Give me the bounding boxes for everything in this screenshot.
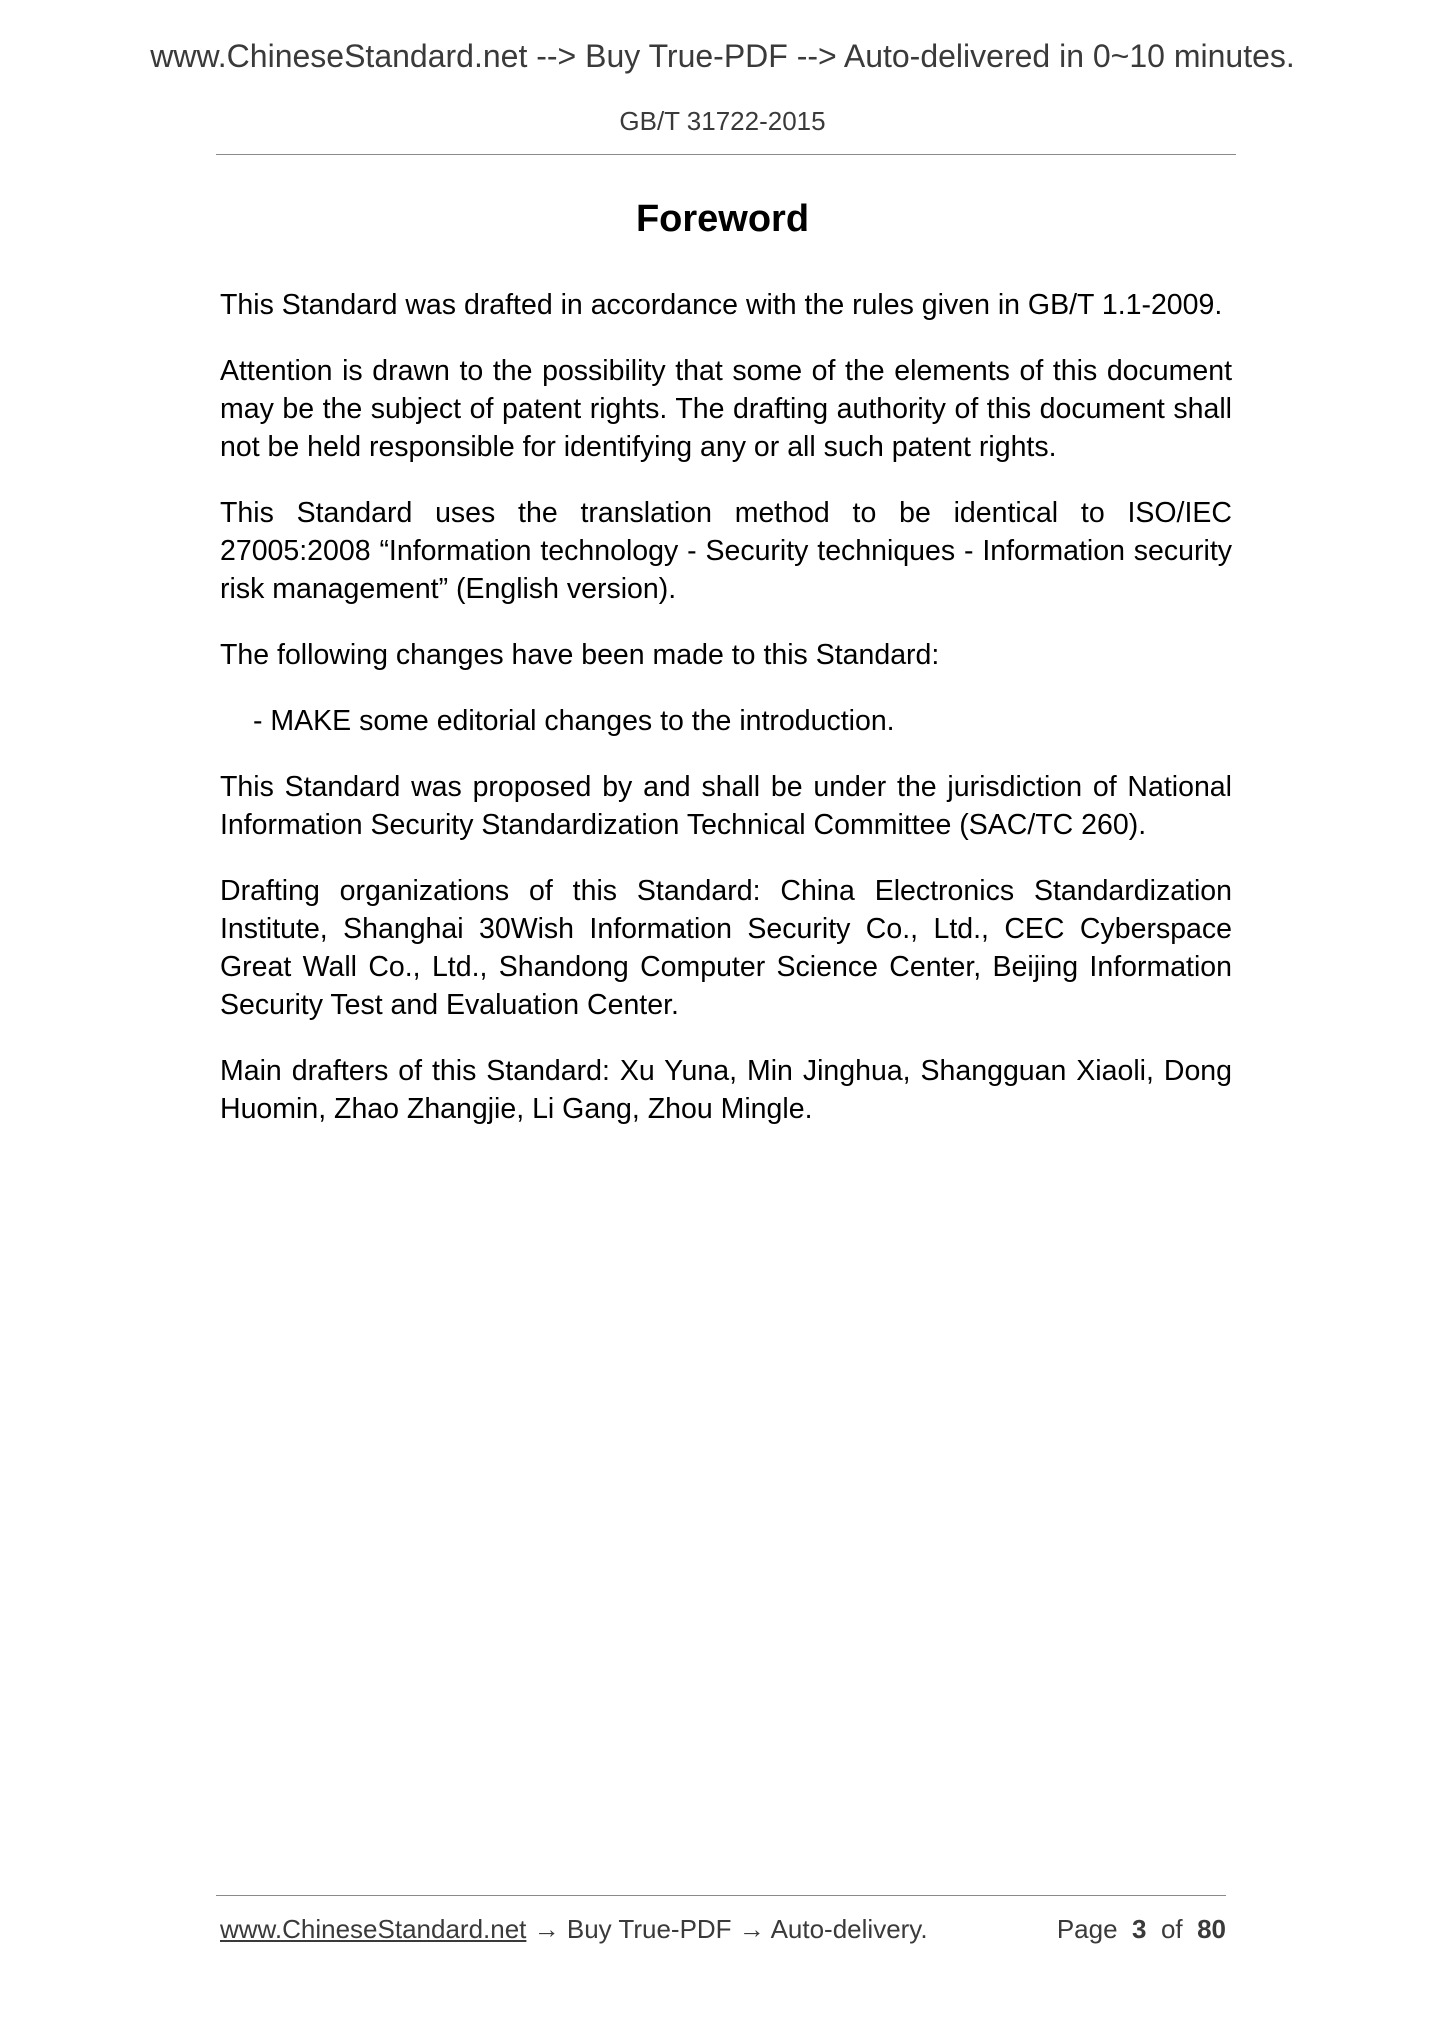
page-label: Page [1056, 1914, 1118, 1944]
paragraph-drafting-rules: This Standard was drafted in accordance with the rules given in GB/T 1.1-2009. [220, 289, 1223, 321]
paragraph-main-drafters: Main drafters of this Standard: Xu Yuna, Min Jinghua, Shangguan Xiaoli, Dong Huomin, Zhao Zhangjie, Li Gang, Zhou Mingle. [220, 1055, 1232, 1125]
page-indicator [1057, 1914, 1226, 1945]
paragraph-translation-method: This Standard uses the translation method to be identical to ISO/IEC 27005:2008 “Information technology - Security techniques - Information security risk management” (English version). [220, 497, 1232, 605]
footer-tagline: → Buy True-PDF → Auto-delivery. [526, 1914, 928, 1944]
page-total: 80 [1197, 1914, 1226, 1944]
paragraph-patent-notice: Attention is drawn to the possibility that some of the elements of this document may be the subject of patent rights. The drafting authority of this document shall not be held responsible for identifying any or all such patent rights. [220, 355, 1232, 463]
page-of: of [1160, 1914, 1183, 1944]
footer-site-link[interactable]: www.ChineseStandard.net [220, 1914, 527, 1944]
foreword-body [220, 286, 1232, 1156]
page-title: Foreword [635, 198, 810, 240]
header-divider [216, 154, 1236, 155]
paragraph-drafting-organizations: Drafting organizations of this Standard: China Electronics Standardization Institute, Shanghai 30Wish Information Security Co., Ltd., CEC Cyberspace Great Wall Co., Ltd., Shandong Computer Science Center, Beijing Information Security Test and Evaluation Center. [220, 875, 1232, 1021]
list-item-editorial-change: - MAKE some editorial changes to the introduction. [253, 705, 895, 737]
top-banner: www.ChineseStandard.net --> Buy True-PDF --> Auto-delivered in 0~10 minutes. [150, 38, 1295, 74]
footer-divider [216, 1895, 1226, 1896]
footer-promo [220, 1914, 928, 1945]
document-number: GB/T 31722-2015 [619, 106, 826, 136]
paragraph-changes-intro: The following changes have been made to this Standard: [220, 639, 940, 671]
page-current: 3 [1132, 1914, 1147, 1944]
paragraph-jurisdiction: This Standard was proposed by and shall be under the jurisdiction of National Information Security Standardization Technical Committee (SAC/TC 260). [220, 771, 1232, 841]
